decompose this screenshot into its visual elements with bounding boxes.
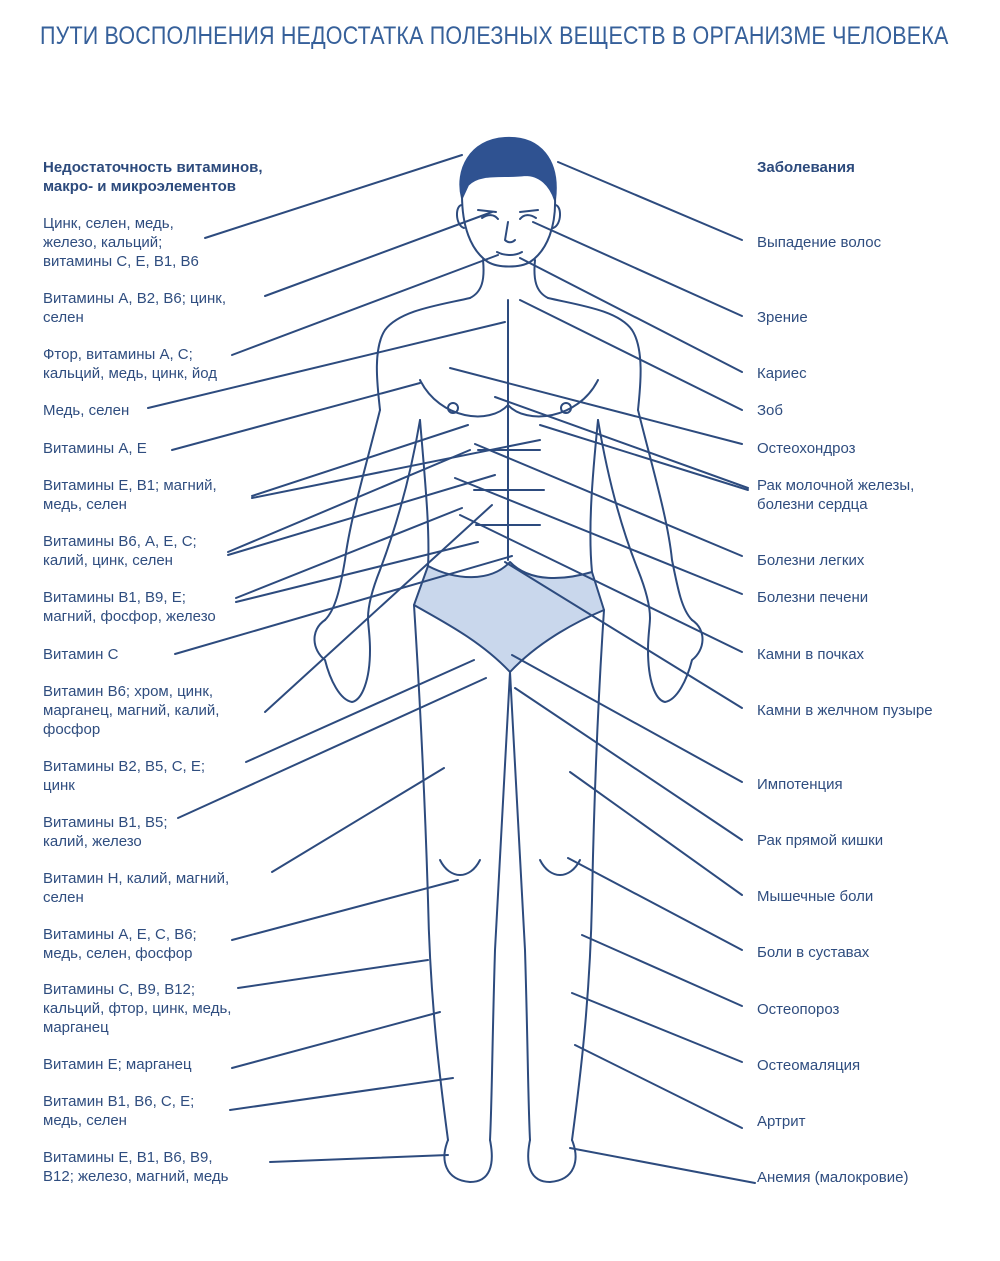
- page-title: ПУТИ ВОСПОЛНЕНИЯ НЕДОСТАТКА ПОЛЕЗНЫХ ВЕЩЕСТВ В ОРГАНИЗМЕ ЧЕЛОВЕКА: [40, 22, 949, 50]
- disease-label-rectal-cancer: Рак прямой кишки: [757, 832, 884, 849]
- disease-label-hair-loss: Выпадение волос: [757, 234, 882, 251]
- deficiency-label-anemia: Витамины Е, В1, В6, В9, В12; железо, магний, медь: [43, 1149, 229, 1185]
- deficiency-label-muscle-pain: Витамин Н, калий, магний, селен: [43, 870, 230, 906]
- leader-line-left-18: [238, 960, 428, 988]
- disease-label-arthritis: Артрит: [757, 1113, 806, 1130]
- leader-line-right-14: [570, 772, 742, 895]
- leader-line-left-14: [246, 660, 474, 762]
- disease-label-anemia: Анемия (малокровие): [757, 1169, 909, 1186]
- leader-line-left-9: [228, 475, 495, 555]
- leader-line-left-3: [232, 255, 498, 355]
- disease-label-impotence: Импотенция: [757, 776, 843, 793]
- leader-line-left-20: [230, 1078, 453, 1110]
- disease-label-gallstones: Камни в желчном пузыре: [757, 702, 933, 719]
- disease-label-goiter: Зоб: [757, 402, 783, 419]
- deficiency-label-liver: Витамины В1, В9, Е; магний, фосфор, железо: [43, 589, 216, 625]
- deficiency-label-osteochondrosis: Витамины А, Е: [43, 440, 147, 457]
- disease-label-liver: Болезни печени: [757, 589, 869, 606]
- disease-label-osteoporosis: Остеопороз: [757, 1001, 840, 1018]
- leader-line-left-21: [270, 1155, 448, 1162]
- disease-label-joint-pain: Боли в суставах: [757, 944, 870, 961]
- left-foot: [444, 1140, 491, 1182]
- right-foot: [528, 1140, 575, 1182]
- deficiency-label-impotence: Витамины В2, В5, С, Е; цинк: [43, 758, 206, 794]
- body-outline: [314, 138, 702, 1182]
- leader-line-left-15: [178, 678, 486, 818]
- deficiency-label-arthritis: Витамин В1, В6, С, Е; медь, селен: [43, 1093, 195, 1129]
- deficiency-label-rectal-cancer: Витамины В1, В5; калий, железо: [43, 814, 168, 850]
- leader-line-left-19: [232, 1012, 440, 1068]
- right-hand: [648, 618, 703, 702]
- leader-line-left-1: [205, 155, 462, 238]
- disease-label-muscle-pain: Мышечные боли: [757, 888, 874, 905]
- disease-label-breast-heart: Рак молочной железы, болезни сердца: [757, 477, 915, 513]
- deficiency-label-breast-heart: Витамины Е, В1; магний, медь, селен: [43, 477, 217, 513]
- hair-shape: [460, 138, 555, 200]
- leader-line-left-2: [265, 212, 492, 296]
- leader-line-left-4: [148, 322, 505, 408]
- deficiency-label-lungs: Витамины В6, А, Е, С; калий, цинк, селен: [43, 533, 197, 569]
- deficiency-column-header: Недостаточность витаминов, макро- и микроэлементов: [43, 159, 263, 195]
- deficiency-label-joint-pain: Витамины А, Е, С, В6; медь, селен, фосфор: [43, 926, 197, 962]
- leader-line-left-16: [272, 768, 444, 872]
- leader-line-right-19: [570, 1148, 755, 1183]
- deficiency-label-vision: Витамины А, В2, В6; цинк, селен: [43, 290, 227, 326]
- leader-line-right-6: [495, 397, 748, 488]
- disease-label-osteomalacia: Остеомаляция: [757, 1057, 861, 1074]
- deficiency-label-caries: Фтор, витамины А, С; кальций, медь, цинк, йод: [43, 346, 218, 382]
- leader-line-right-18: [575, 1045, 742, 1128]
- leader-line-left-17: [232, 880, 458, 940]
- deficiency-label-kidney-stones: Витамин С: [43, 646, 119, 663]
- briefs-shape: [414, 562, 604, 672]
- leader-line-right-16: [582, 935, 742, 1006]
- leader-lines: [148, 155, 755, 1183]
- disease-label-osteochondrosis: Остеохондроз: [757, 440, 856, 457]
- deficiency-label-osteomalacia: Витамин Е; марганец: [43, 1056, 192, 1073]
- deficiency-label-hair: Цинк, селен, медь, железо, кальций; витамины С, Е, В1, В6: [43, 215, 199, 270]
- disease-label-kidney-stones: Камни в почках: [757, 646, 865, 663]
- disease-label-vision: Зрение: [757, 309, 808, 326]
- deficiency-label-gallstones: Витамин В6; хром, цинк, марганец, магний, калий, фосфор: [43, 683, 220, 738]
- disease-label-caries: Кариес: [757, 365, 807, 382]
- leader-line-right-1: [558, 162, 742, 240]
- leader-line-right-15: [568, 858, 742, 950]
- leader-line-right-17: [572, 993, 742, 1062]
- deficiency-label-osteoporosis: Витамины С, В9, В12; кальций, фтор, цинк, медь, марганец: [43, 981, 232, 1036]
- disease-column-header: Заболевания: [757, 159, 855, 176]
- deficiency-label-goiter: Медь, селен: [43, 402, 130, 419]
- disease-label-lungs: Болезни легких: [757, 552, 865, 569]
